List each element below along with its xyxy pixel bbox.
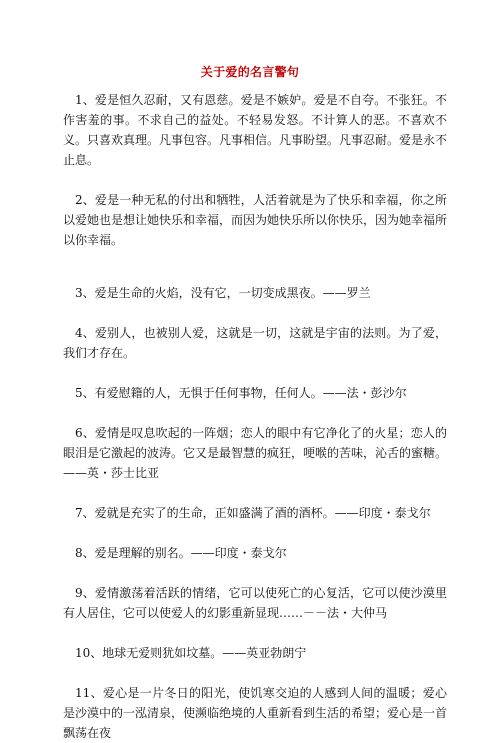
quote-paragraph-1: 1、爱是恒久忍耐，又有恩慈。爱是不嫉妒。爱是不自夸。不张狂。不作害羞的事。不求自己的益处。不轻易发怒。不计算人的恶。不喜欢不义。只喜欢真理。凡事包容。凡事相信。凡事盼望。凡事忍耐。爱是永不止息。	[63, 93, 448, 167]
paragraph-spacer	[63, 483, 447, 503]
document-body	[63, 90, 447, 743]
quote-paragraph-10: 10、地球无爱则犹如坟墓。——英亚勃朗宁	[75, 646, 307, 660]
quote-paragraph-8: 8、爱是理解的别名。——印度・泰戈尔	[75, 546, 287, 560]
quote-paragraph-11: 11、爱心是一片冬日的阳光，使饥寒交迫的人感到人间的温暖；爱心是沙漠中的一泓清泉，使濒临绝境的人重新看到生活的希望；爱心是一首飘荡在夜	[63, 686, 448, 740]
paragraph-spacer	[63, 363, 447, 383]
quote-paragraph-3: 3、爱是生命的火焰，没有它，一切变成黑夜。——罗兰	[75, 286, 371, 300]
paragraph-spacer	[63, 303, 447, 323]
quote-paragraph-2: 2、爱是一种无私的付出和牺牲，人活着就是为了快乐和幸福，你之所以爱她也是想让她快乐和幸福，而因为她快乐所以你快乐，因为她幸福所以你幸福。	[63, 193, 448, 247]
quote-paragraph-6: 6、爱情是叹息吹起的一阵烟；恋人的眼中有它净化了的火星；恋人的眼泪是它激起的波涛。它又是最智慧的疯狂，哽喉的苦味，沁舌的蜜糖。——英・莎士比亚	[63, 426, 448, 480]
paragraph-spacer	[63, 663, 447, 683]
paragraph-spacer	[63, 563, 447, 583]
paragraph-spacer	[63, 170, 447, 190]
quote-paragraph-7: 7、爱就是充实了的生命，正如盛满了酒的酒杯。——印度・泰戈尔	[75, 506, 431, 520]
paragraph-spacer	[63, 250, 447, 283]
paragraph-spacer	[63, 523, 447, 543]
paragraph-spacer	[63, 623, 447, 643]
quote-paragraph-4: 4、爱别人，也被别人爱，这就是一切，这就是宇宙的法则。为了爱，我们才存在。	[63, 326, 447, 360]
paragraph-spacer	[63, 403, 447, 423]
quote-paragraph-9: 9、爱情激荡着活跃的情绪，它可以使死亡的心复活，它可以使沙漠里有人居住，它可以使爱人的幻影重新显现……－－法・大仲马	[63, 586, 447, 620]
document-title: 关于爱的名言警句	[200, 65, 300, 79]
quote-paragraph-5: 5、有爱慰籍的人，无惧于任何事物，任何人。——法・彭沙尔	[75, 386, 407, 400]
